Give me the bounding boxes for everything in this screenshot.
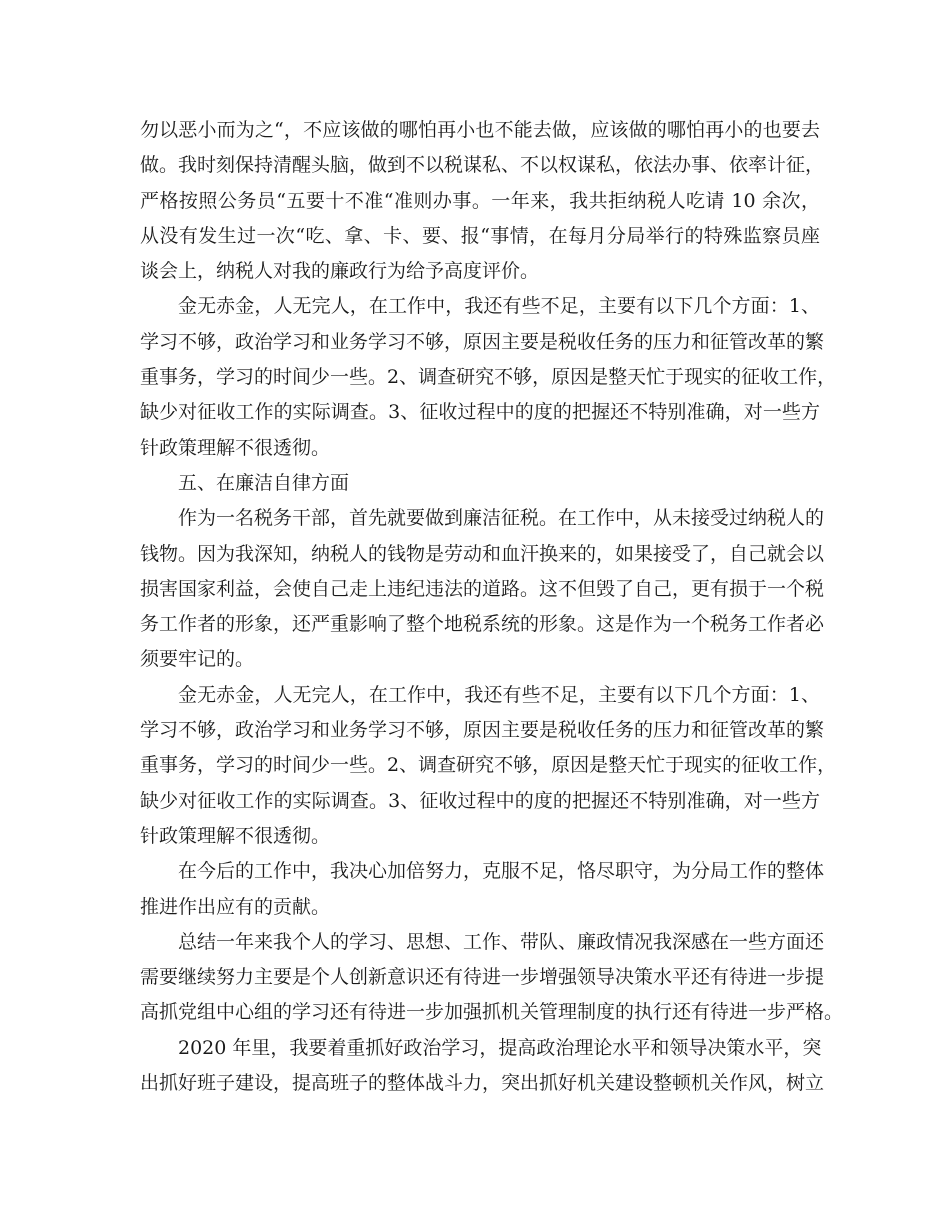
text-line: 钱物。因为我深知，纳税人的钱物是劳动和血汗换来的，如果接受了，自己就会以 <box>140 542 825 565</box>
text-line: 从没有发生过一次“吃、拿、卡、要、报“事情，在每月分局举行的特殊监察员座 <box>140 224 820 247</box>
document-body <box>140 113 844 1101</box>
section-heading: 五、在廉洁自律方面 <box>178 471 350 494</box>
text-line: 针政策理解不很透彻。 <box>140 824 331 847</box>
text-line: 针政策理解不很透彻。 <box>140 436 331 459</box>
text-line: 2020 年里，我要着重抓好政治学习，提高政治理论水平和领导决策水平，突 <box>178 1036 822 1059</box>
text-line: 出抓好班子建设，提高班子的整体战斗力，突出抓好机关建设整顿机关作风，树立 <box>140 1072 825 1095</box>
text-line: 须要牢记的。 <box>140 648 255 671</box>
text-line: 重事务，学习的时间少一些。2、调查研究不够，原因是整天忙于现实的征收工作， <box>140 366 837 389</box>
text-line: 务工作者的形象，还严重影响了整个地税系统的形象。这是作为一个税务工作者必 <box>140 613 825 636</box>
text-line: 谈会上，纳税人对我的廉政行为给予高度评价。 <box>140 260 540 283</box>
text-line: 学习不够，政治学习和业务学习不够，原因主要是税收任务的压力和征管改革的繁 <box>140 330 825 353</box>
text-line: 需要继续努力主要是个人创新意识还有待进一步增强领导决策水平还有待进一步提 <box>140 966 825 989</box>
text-line: 作为一名税务干部，首先就要做到廉洁征税。在工作中，从未接受过纳税人的 <box>178 507 825 530</box>
text-line: 缺少对征收工作的实际调查。3、征收过程中的度的把握还不特别准确，对一些方 <box>140 401 820 424</box>
text-line: 重事务，学习的时间少一些。2、调查研究不够，原因是整天忙于现实的征收工作， <box>140 754 837 777</box>
text-line: 缺少对征收工作的实际调查。3、征收过程中的度的把握还不特别准确，对一些方 <box>140 789 820 812</box>
text-line: 勿以恶小而为之“，不应该做的哪怕再小也不能去做，应该做的哪怕再小的也要去 <box>140 119 820 141</box>
text-line: 做。我时刻保持清醒头脑，做到不以税谋私、不以权谋私，依法办事、依率计征， <box>140 154 825 177</box>
text-line: 金无赤金，人无完人，在工作中，我还有些不足，主要有以下几个方面：1、 <box>178 295 820 318</box>
text-line: 推进作出应有的贡献。 <box>140 895 331 918</box>
text-line: 学习不够，政治学习和业务学习不够，原因主要是税收任务的压力和征管改革的繁 <box>140 719 825 742</box>
text-line: 金无赤金，人无完人，在工作中，我还有些不足，主要有以下几个方面：1、 <box>178 683 820 706</box>
text-line: 严格按照公务员“五要十不准“准则办事。一年来，我共拒纳税人吃请 10 余次， <box>140 189 820 212</box>
text-line: 损害国家利益，会使自己走上违纪违法的道路。这不但毁了自己，更有损于一个税 <box>140 577 825 600</box>
text-line: 高抓党组中心组的学习还有待进一步加强抓机关管理制度的执行还有待进一步严格。 <box>140 1001 844 1024</box>
text-line: 在今后的工作中，我决心加倍努力，克服不足，恪尽职守，为分局工作的整体 <box>178 860 825 883</box>
text-line: 总结一年来我个人的学习、思想、工作、带队、廉政情况我深感在一些方面还 <box>178 930 825 953</box>
